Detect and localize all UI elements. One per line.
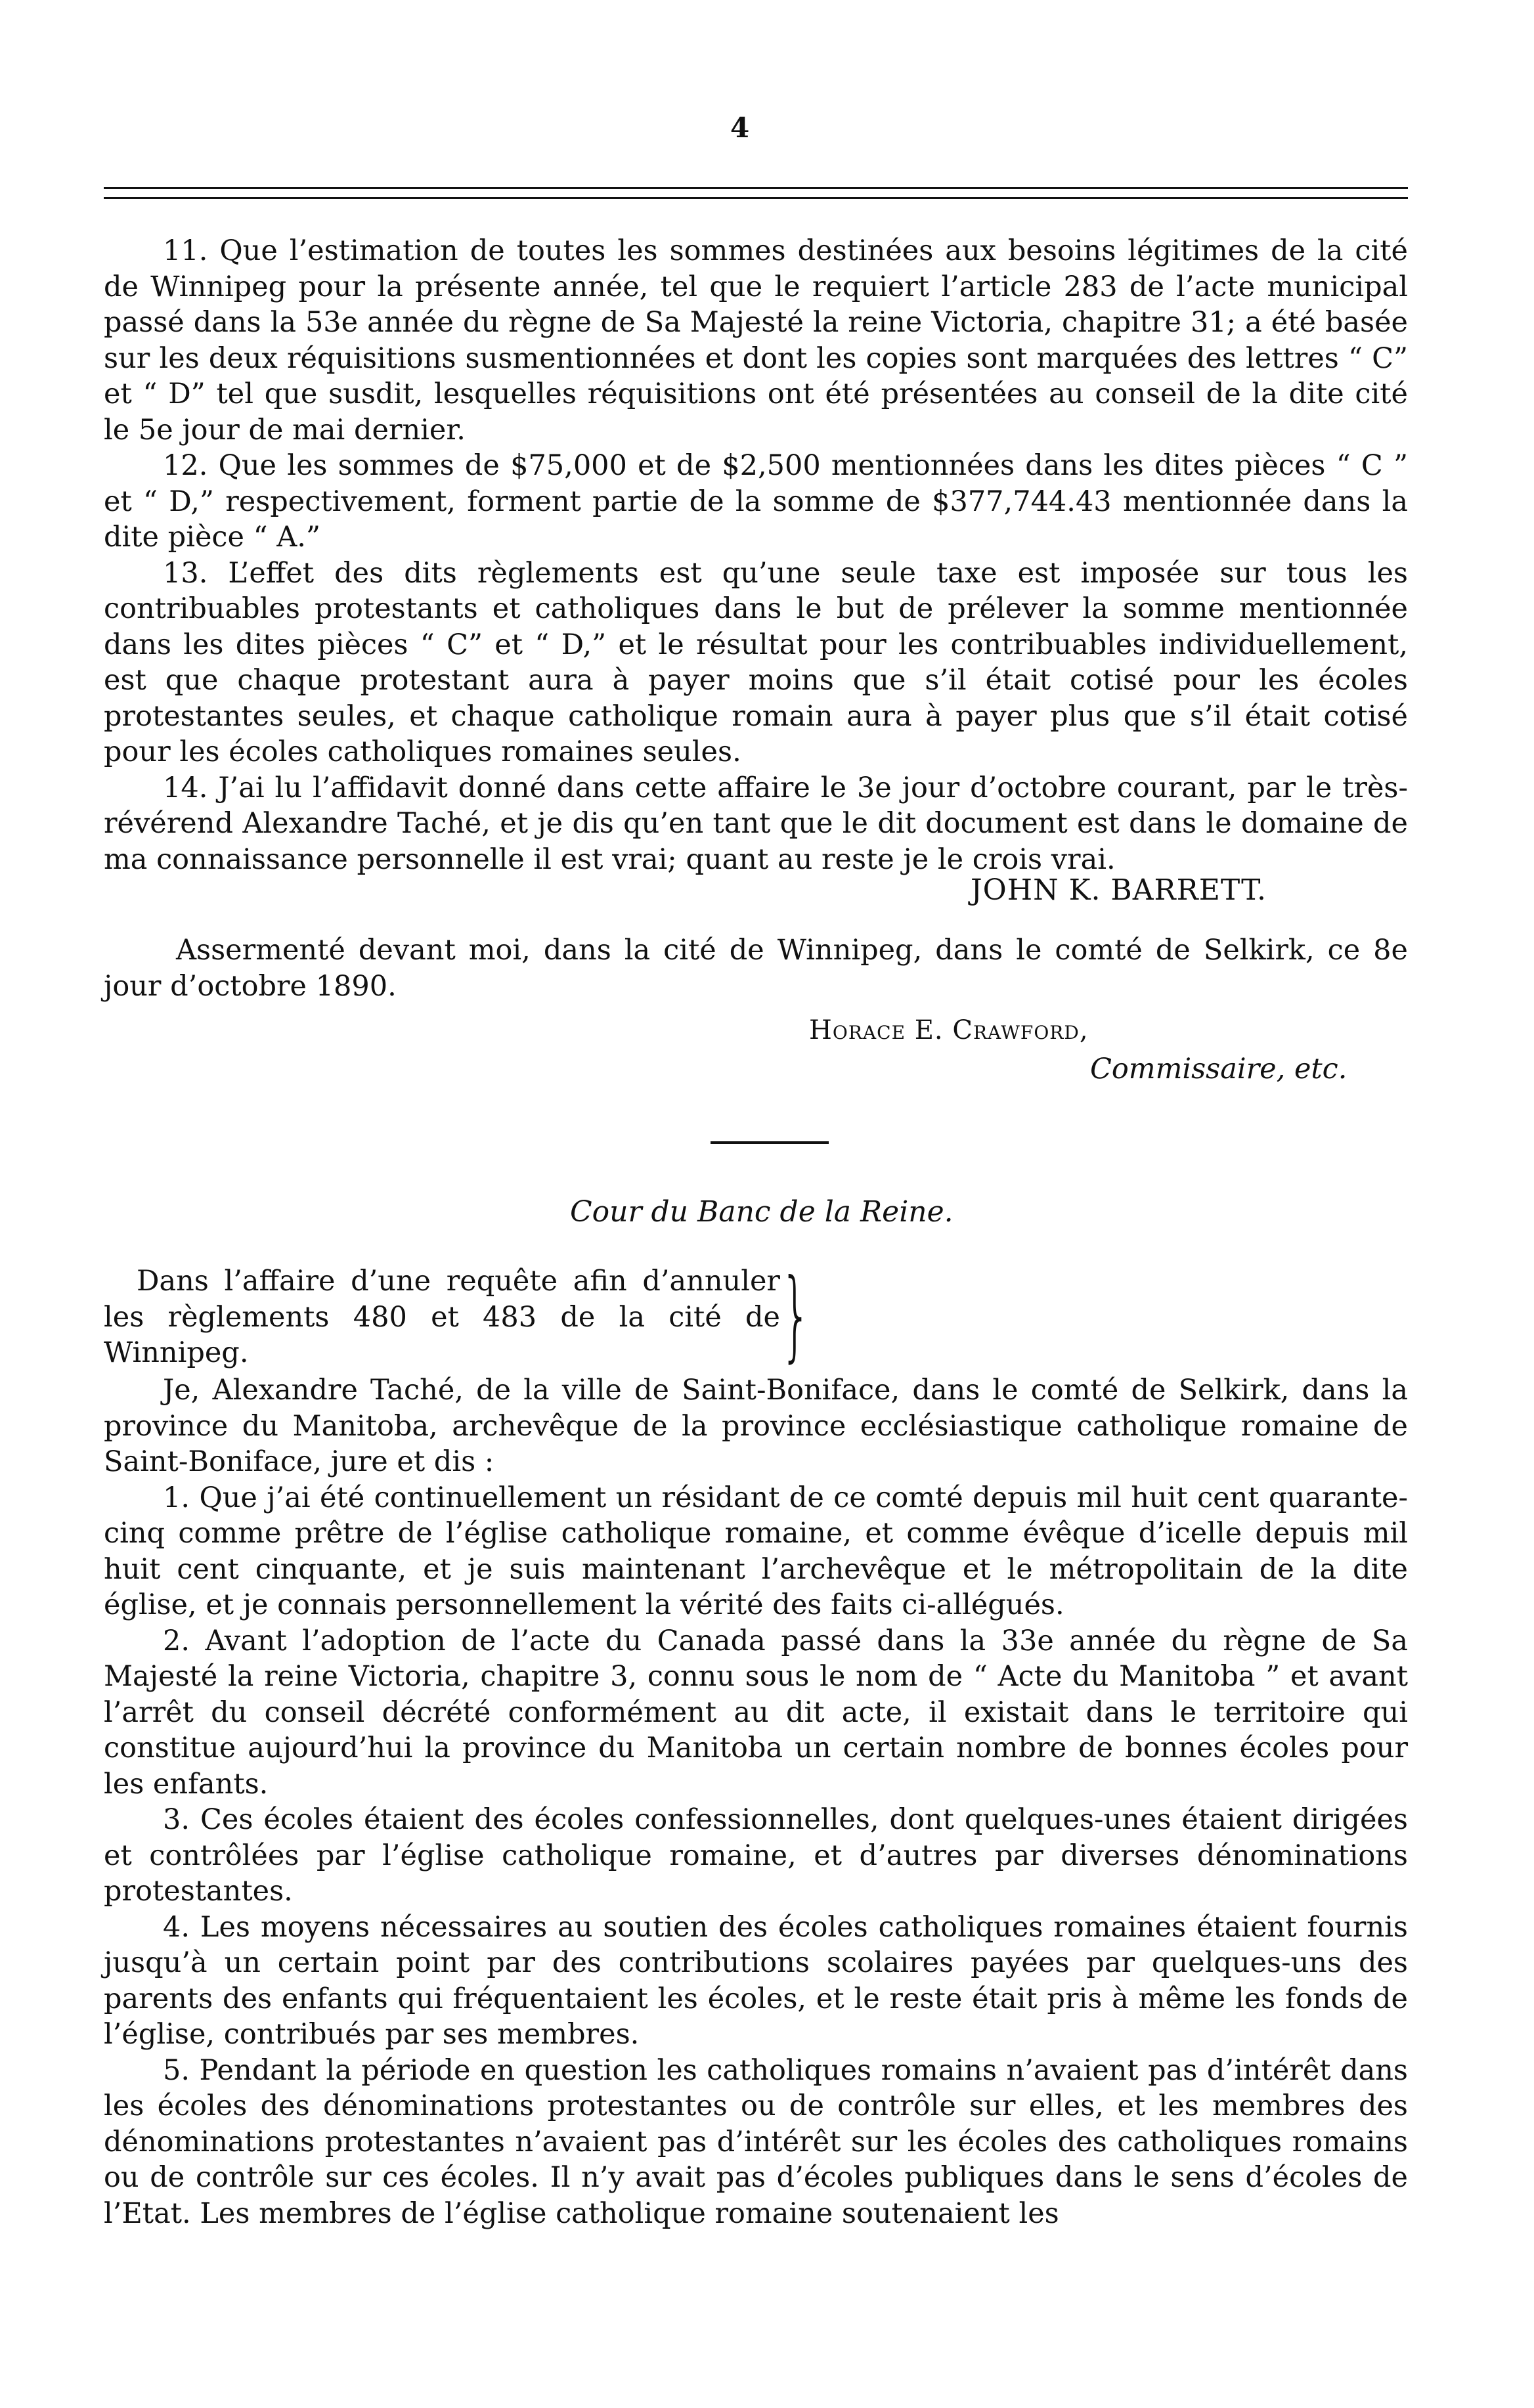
case-caption-text: Dans l’affaire d’une requête afin d’annuler les règlements 480 et 483 de la cité de Winnipeg.	[104, 1265, 780, 1369]
caption-brace: }	[780, 1258, 812, 1372]
tache-intro: Je, Alexandre Taché, de la ville de Saint-Boniface, dans le comté de Selkirk, dans la province du Manitoba, archevêque de la province ecclésiastique catholique romaine de Saint-Boniface, jure et dis :	[104, 1374, 1408, 1478]
page-number: 4	[730, 112, 750, 144]
header-rule-top	[104, 187, 1408, 189]
commissioner-title: Commissaire, etc.	[1090, 1053, 1348, 1085]
affidavit-barrett-body	[104, 233, 1408, 877]
paragraph-14: 14. J’ai lu l’affidavit donné dans cette affaire le 3e jour d’octobre courant, par le très-révérend Alexandre Taché, et je dis qu’en tant que le dit document est dans le domaine de ma connaissance personnelle il est vrai; quant au reste je le crois vrai.	[104, 771, 1408, 876]
affidavit-tache-body	[104, 1372, 1408, 2231]
paragraph-12: 12. Que les sommes de $75,000 et de $2,500 mentionnées dans les dites pièces “ C ” et “ D,” respectivement, forment partie de la somme de $377,744.43 mentionnée dans la dite pièce “ A.”	[104, 449, 1408, 554]
case-caption	[104, 1263, 780, 1371]
tache-paragraph-4: 4. Les moyens nécessaires au soutien des écoles catholiques romaines étaient fournis jusqu’à un certain point par des contributions scolaires payées par quelques-uns des parents des enfants qui fréquentaient les écoles, et le reste était pris à même les fonds de l’église, contribués par ses membres.	[104, 1910, 1408, 2051]
commissioner-name: Horace E. Crawford,	[809, 1015, 1089, 1045]
tache-paragraph-1: 1. Que j’ai été continuellement un résidant de ce comté depuis mil huit cent quarante-cinq comme prêtre de l’église catholique romaine, et comme évêque d’icelle depuis mil huit cent cinquante, et je suis maintenant l’archevêque et le métropolitain de la dite église, et je connais personnellement la vérité des faits ci-allégués.	[104, 1481, 1408, 1621]
tache-paragraph-2: 2. Avant l’adoption de l’acte du Canada passé dans la 33e année du règne de Sa Majesté la reine Victoria, chapitre 3, connu sous le nom de “ Acte du Manitoba ” et avant l’arrêt du conseil décrété conformément au dit acte, il existait dans le territoire qui constitue aujourd’hui la province du Manitoba un certain nombre de bonnes écoles pour les enfants.	[104, 1624, 1408, 1801]
section-divider	[711, 1141, 829, 1144]
tache-paragraph-5: 5. Pendant la période en question les catholiques romains n’avaient pas d’intérêt dans les écoles des dénominations protestantes ou de contrôle sur elles, et les membres des dénominations protestantes n’avaient pas d’intérêt sur les écoles des catholiques romains ou de contrôle sur ces écoles. Il n’y avait pas d’écoles publiques dans le sens d’écoles de l’Etat. Les membres de l’église catholique romaine soutenaient les	[104, 2053, 1408, 2230]
signature-barrett: JOHN K. BARRETT.	[971, 873, 1267, 907]
paragraph-11: 11. Que l’estimation de toutes les sommes destinées aux besoins légitimes de la cité de Winnipeg pour la présente année, tel que le requiert l’article 283 de l’acte municipal passé dans la 53e année du règne de Sa Majesté la reine Victoria, chapitre 31; a été basée sur les deux réquisitions susmentionnées et dont les copies sont marquées des lettres “ C” et “ D” tel que susdit, lesquelles réquisitions ont été présentées au conseil de la dite cité le 5e jour de mai dernier.	[104, 234, 1408, 447]
tache-paragraph-3: 3. Ces écoles étaient des écoles confessionnelles, dont quelques-unes étaient dirigées et contrôlées par l’église catholique romaine, et d’autres par diverses dénominations protestantes.	[104, 1803, 1408, 1908]
header-rule-bottom	[104, 197, 1408, 199]
paragraph-13: 13. L’effet des dits règlements est qu’une seule taxe est imposée sur tous les contribuables protestants et catholiques dans le but de prélever la somme mentionnée dans les dites pièces “ C” et “ D,” et le résultat pour les contribuables individuellement, est que chaque protestant aura à payer moins que s’il était cotisé pour les écoles protestantes seules, et chaque catholique romain aura à payer plus que s’il était cotisé pour les écoles catholiques romaines seules.	[104, 556, 1408, 768]
sworn-statement: Assermenté devant moi, dans la cité de Winnipeg, dans le comté de Selkirk, ce 8e jour d’octobre 1890.	[104, 934, 1408, 1003]
court-title: Cour du Banc de la Reine.	[570, 1195, 953, 1229]
